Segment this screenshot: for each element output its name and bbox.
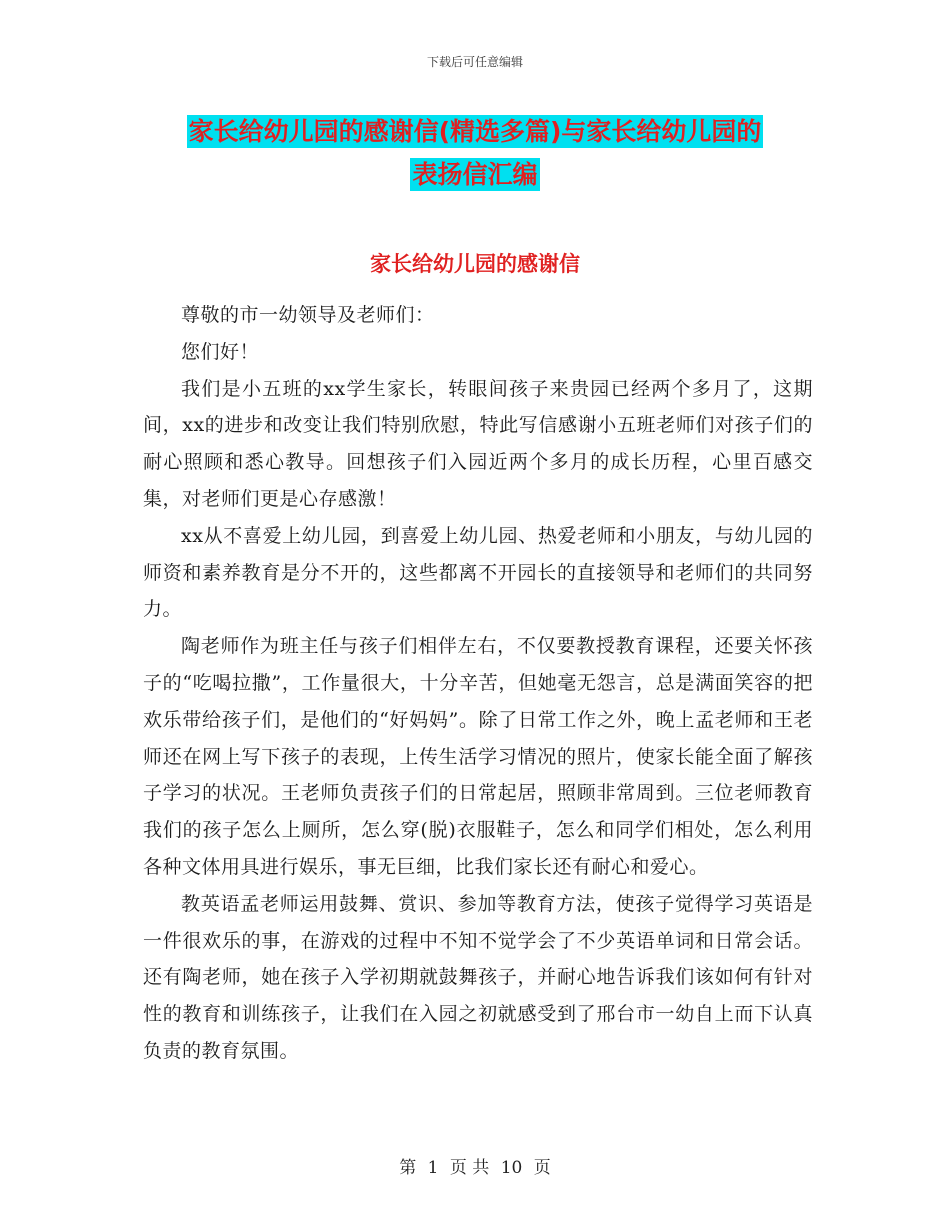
- footer-prefix: 第: [399, 1158, 417, 1178]
- page-number: 1: [427, 1158, 439, 1178]
- greeting: 您们好！: [181, 340, 260, 363]
- document-title: [0, 110, 950, 196]
- page-footer: [0, 1153, 950, 1178]
- body-paragraph: 教英语孟老师运用鼓舞、赏识、参加等教育方法，使孩子觉得学习英语是一件很欢乐的事，在游戏的过程中不知不觉学会了不少英语单词和日常会话。还有陶老师，她在孩子入学初期就鼓舞孩子，并耐心地告诉我们该如何有针对性的教育和训练孩子，让我们在入园之初就感受到了邢台市一幼自上而下认真负责的教育氛围。: [143, 892, 813, 1062]
- body-paragraph: xx从不喜爱上幼儿园，到喜爱上幼儿园、热爱老师和小朋友，与幼儿园的师资和素养教育是分不开的，这些都离不开园长的直接领导和老师们的共同努力。: [143, 524, 813, 621]
- document-title-line-2: 表扬信汇编: [412, 160, 538, 189]
- body-paragraph: 陶老师作为班主任与孩子们相伴左右，不仅要教授教育课程，还要关怀孩子的“吃喝拉撒”，工作量很大，十分辛苦，但她毫无怨言，总是满面笑容的把欢乐带给孩子们，是他们的“好妈妈”。除了日常工作之外，晚上孟老师和王老师还在网上写下孩子的表现，上传生活学习情况的照片，使家长能全面了解孩子学习的状况。王老师负责孩子们的日常起居，照顾非常周到。三位老师教育我们的孩子怎么上厕所，怎么穿(脱)衣服鞋子，怎么和同学们相处，怎么利用各种文体用具进行娱乐，事无巨细，比我们家长还有耐心和爱心。: [143, 635, 813, 878]
- salutation: 尊敬的市一幼领导及老师们：: [181, 304, 435, 326]
- letter-body: [143, 297, 813, 1070]
- footer-middle: 页 共: [449, 1158, 490, 1178]
- document-title-line-1: 家长给幼儿园的感谢信(精选多篇)与家长给幼儿园的: [188, 117, 762, 146]
- total-pages: 10: [500, 1158, 523, 1178]
- section-title: 家长给幼儿园的感谢信: [370, 252, 580, 276]
- footer-suffix: 页: [533, 1158, 551, 1178]
- body-paragraph: 我们是小五班的xx学生家长，转眼间孩子来贵园已经两个多月了，这期间，xx的进步和改变让我们特别欣慰，特此写信感谢小五班老师们对孩子们的耐心照顾和悉心教导。回想孩子们入园近两个多月的成长历程，心里百感交集，对老师们更是心存感激！: [143, 377, 813, 510]
- header-note: 下载后可任意编辑: [426, 55, 523, 69]
